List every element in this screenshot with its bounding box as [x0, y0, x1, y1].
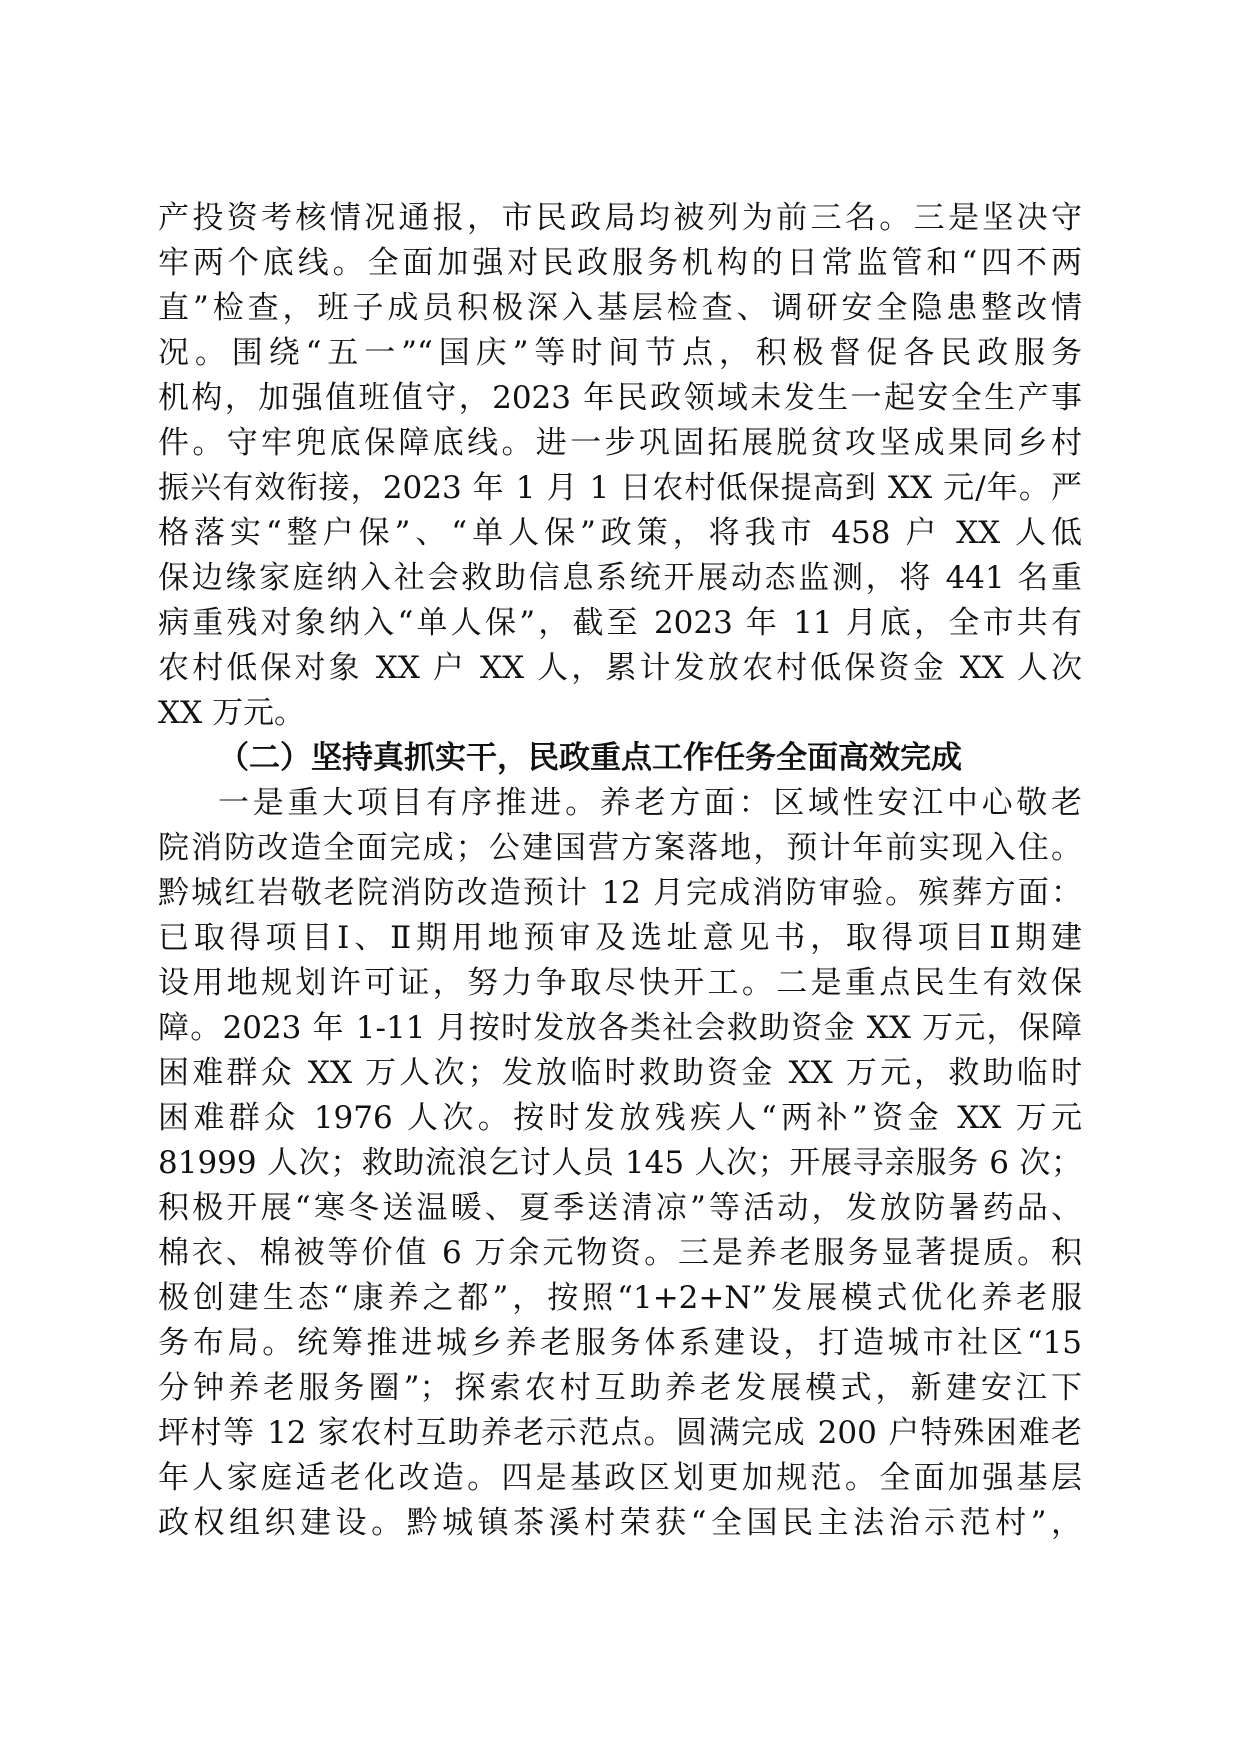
text-line: 农村低保对象 XX 户 XX 人，累计发放农村低保资金 XX 人次 — [158, 650, 1082, 686]
text-line: 直”检查，班子成员积极深入基层检查、调研安全隐患整改情 — [158, 290, 1082, 326]
text-line: 分钟养老服务圈”；探索农村互助养老发展模式，新建安江下 — [158, 1370, 1082, 1406]
document-body — [158, 196, 1082, 1546]
text-line: 设用地规划许可证，努力争取尽快开工。二是重点民生有效保 — [158, 965, 1082, 1001]
text-line: 机构，加强值班值守，2023 年民政领域未发生一起安全生产事 — [158, 380, 1082, 416]
text-line: 困难群众 1976 人次。按时发放残疾人“两补”资金 XX 万元 — [158, 1100, 1082, 1136]
text-line: 障。2023 年 1-11 月按时发放各类社会救助资金 XX 万元，保障 — [158, 1010, 1082, 1046]
paragraph-key-tasks — [158, 781, 1082, 1546]
section-heading: （二）坚持真抓实干，民政重点工作任务全面高效完成 — [218, 740, 962, 776]
text-line: 已取得项目Ⅰ、Ⅱ期用地预审及选址意见书，取得项目Ⅱ期建 — [158, 920, 1082, 956]
text-line: XX 万元。 — [158, 695, 305, 731]
text-line: 产投资考核情况通报，市民政局均被列为前三名。三是坚决守 — [158, 200, 1082, 236]
text-line: 坪村等 12 家农村互助养老示范点。圆满完成 200 户特殊困难老 — [158, 1415, 1082, 1451]
text-line: 务布局。统筹推进城乡养老服务体系建设，打造城市社区“15 — [158, 1325, 1082, 1361]
text-line: 积极开展“寒冬送温暖、夏季送清凉”等活动，发放防暑药品、 — [158, 1190, 1082, 1226]
text-line: 格落实“整户保”、“单人保”政策，将我市 458 户 XX 人低 — [158, 515, 1082, 551]
text-line: 81999 人次；救助流浪乞讨人员 145 人次；开展寻亲服务 6 次； — [158, 1145, 1082, 1181]
paragraph-continuation — [158, 196, 1082, 736]
text-line: 一是重大项目有序推进。养老方面：区域性安江中心敬老 — [218, 785, 1082, 821]
text-line: 振兴有效衔接，2023 年 1 月 1 日农村低保提高到 XX 元/年。严 — [158, 470, 1082, 506]
text-line: 牢两个底线。全面加强对民政服务机构的日常监管和“四不两 — [158, 245, 1082, 281]
text-line: 保边缘家庭纳入社会救助信息系统开展动态监测，将 441 名重 — [158, 560, 1082, 596]
text-line: 况。围绕“五一”“国庆”等时间节点，积极督促各民政服务 — [158, 335, 1082, 371]
text-line: 困难群众 XX 万人次；发放临时救助资金 XX 万元，救助临时 — [158, 1055, 1082, 1091]
text-line: 棉衣、棉被等价值 6 万余元物资。三是养老服务显著提质。积 — [158, 1235, 1082, 1271]
text-line: 年人家庭适老化改造。四是基政区划更加规范。全面加强基层 — [158, 1460, 1082, 1496]
text-line: 病重残对象纳入“单人保”，截至 2023 年 11 月底，全市共有 — [158, 605, 1082, 641]
text-line: 院消防改造全面完成；公建国营方案落地，预计年前实现入住。 — [158, 830, 1082, 866]
text-line: 政权组织建设。黔城镇茶溪村荣获“全国民主法治示范村”， — [158, 1505, 1082, 1541]
text-line: 黔城红岩敬老院消防改造预计 12 月完成消防审验。殡葬方面： — [158, 875, 1082, 911]
text-line: 极创建生态“康养之都”，按照“1+2+N”发展模式优化养老服 — [158, 1280, 1082, 1316]
text-line: 件。守牢兜底保障底线。进一步巩固拓展脱贫攻坚成果同乡村 — [158, 425, 1082, 461]
